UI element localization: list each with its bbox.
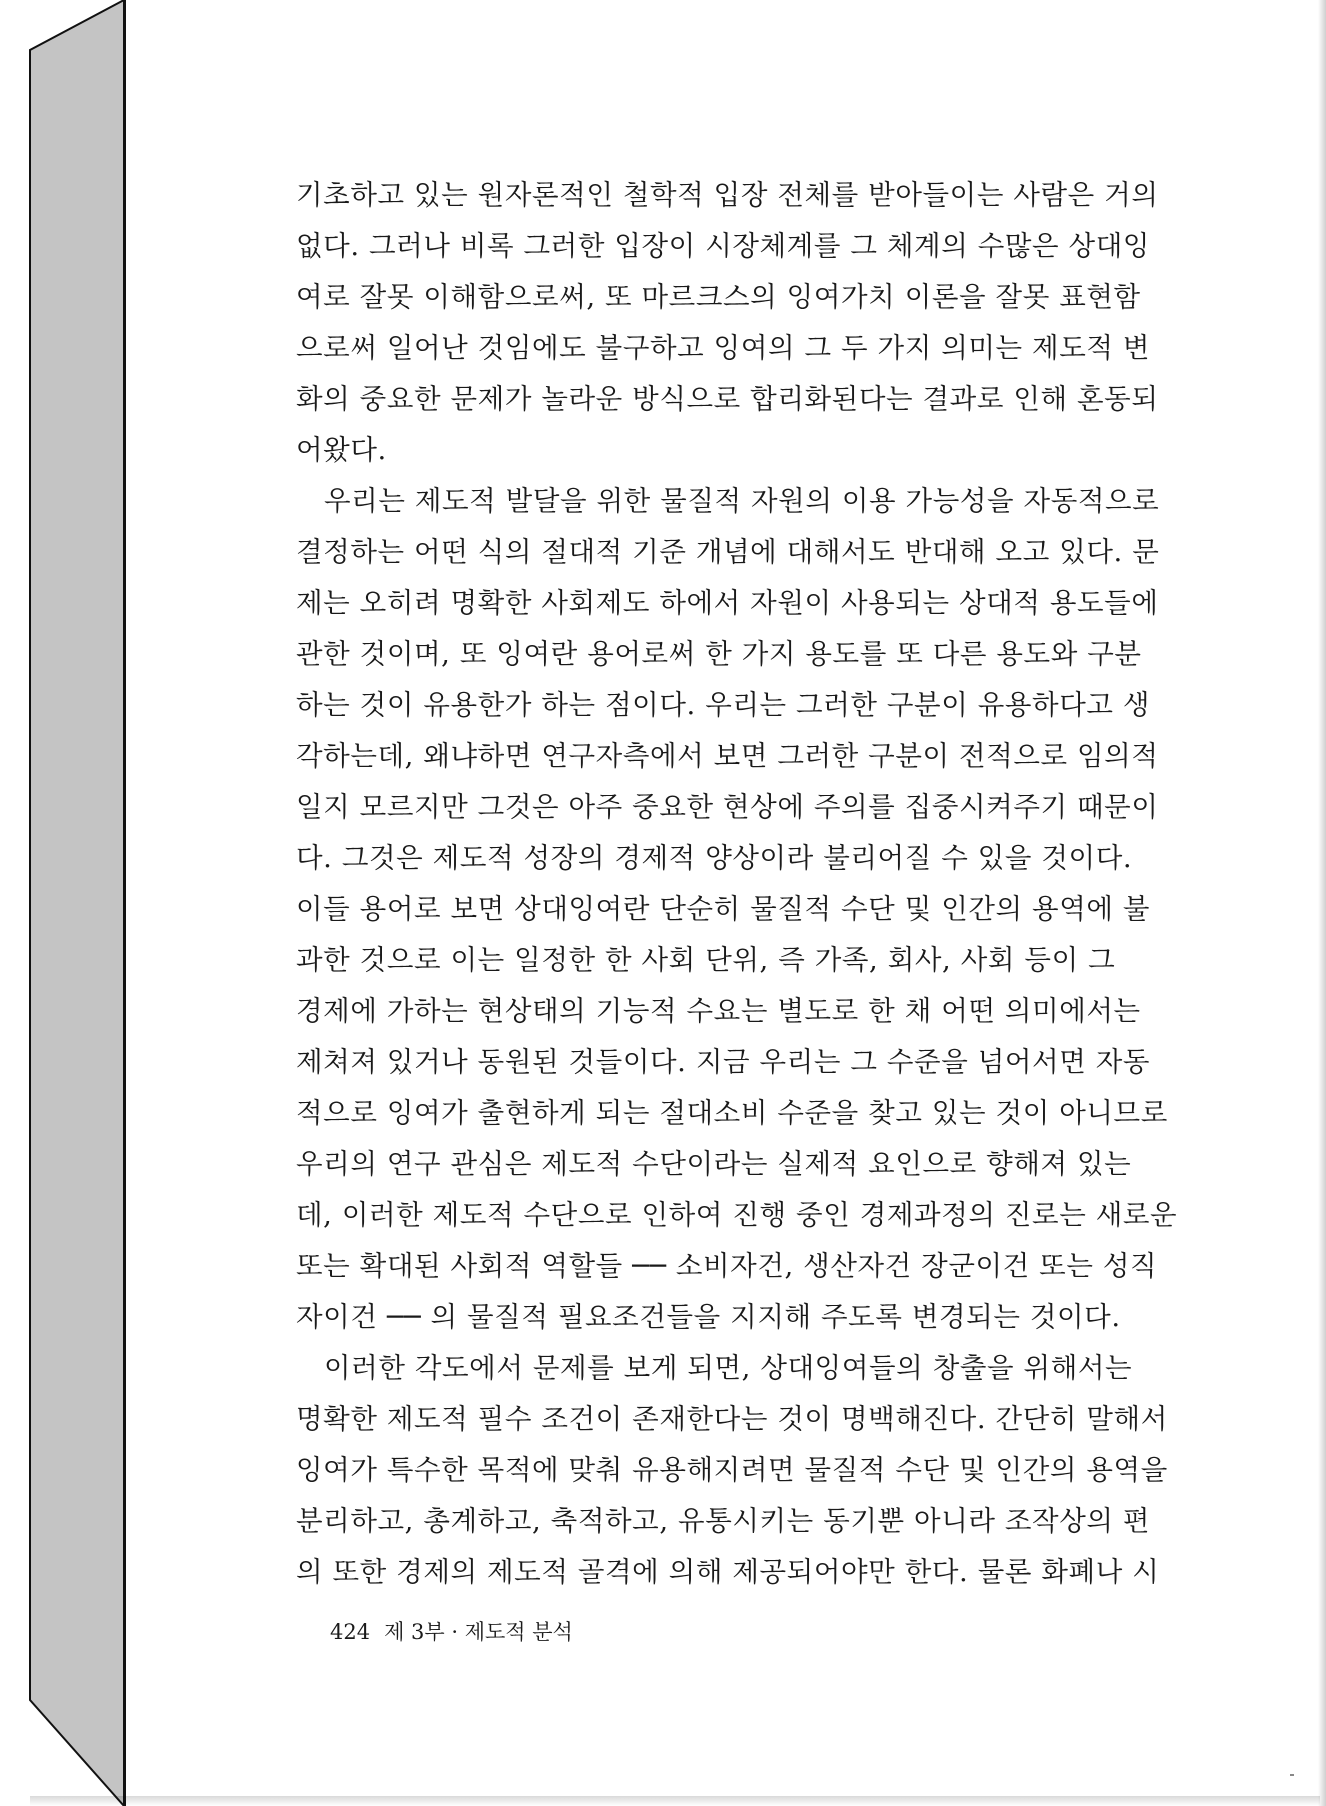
text-line: 일지 모르지만 그것은 아주 중요한 현상에 주의를 집중시켜주기 때문이 bbox=[296, 791, 1159, 823]
text-line: 하는 것이 유용한가 하는 점이다. 우리는 그러한 구분이 유용하다고 생 bbox=[296, 689, 1151, 721]
book-spine bbox=[0, 0, 130, 1806]
text-line: 의 또한 경제의 제도적 골격에 의해 제공되어야만 한다. 물론 화폐나 시 bbox=[296, 1556, 1160, 1588]
page-number: 424 bbox=[330, 1620, 371, 1644]
text-line: 자이건 ── 의 물질적 필요조건들을 지지해 주도록 변경되는 것이다. bbox=[296, 1301, 1121, 1333]
corner-mark bbox=[1290, 1774, 1294, 1776]
paragraph-2 bbox=[296, 476, 1182, 1343]
page-left-edge bbox=[124, 0, 126, 1806]
text-line: 분리하고, 총계하고, 축적하고, 유통시키는 동기뿐 아니라 조작상의 편 bbox=[296, 1505, 1151, 1537]
paragraph-3 bbox=[296, 1343, 1182, 1598]
page-bottom-shadow bbox=[30, 1796, 1320, 1806]
text-line: 기초하고 있는 원자론적인 철학적 입장 전체를 받아들이는 사람은 거의 bbox=[296, 179, 1159, 211]
text-line: 데, 이러한 제도적 수단으로 인하여 진행 중인 경제과정의 진로는 새로운 bbox=[296, 1199, 1178, 1231]
page-footer bbox=[330, 1616, 587, 1646]
text-line: 우리의 연구 관심은 제도적 수단이라는 실제적 요인으로 향해져 있는 bbox=[296, 1148, 1132, 1180]
page-right-edge bbox=[1318, 0, 1326, 1806]
paragraph-1 bbox=[296, 170, 1182, 476]
text-line: 경제에 가하는 현상태의 기능적 수요는 별도로 한 채 어떤 의미에서는 bbox=[296, 995, 1141, 1027]
text-line: 으로써 일어난 것임에도 불구하고 잉여의 그 두 가지 의미는 제도적 변 bbox=[296, 332, 1151, 364]
text-line: 이들 용어로 보면 상대잉여란 단순히 물질적 수단 및 인간의 용역에 불 bbox=[296, 893, 1151, 925]
text-line: 각하는데, 왜냐하면 연구자측에서 보면 그러한 구분이 전적으로 임의적 bbox=[296, 740, 1159, 772]
text-line: 잉여가 특수한 목적에 맞춰 유용해지려면 물질적 수단 및 인간의 용역을 bbox=[296, 1454, 1168, 1486]
text-line: 과한 것으로 이는 일정한 한 사회 단위, 즉 가족, 회사, 사회 등이 그 bbox=[296, 944, 1116, 976]
text-line: 관한 것이며, 또 잉여란 용어로써 한 가지 용도를 또 다른 용도와 구분 bbox=[296, 638, 1142, 670]
text-line: 여로 잘못 이해함으로써, 또 마르크스의 잉여가치 이론을 잘못 표현함 bbox=[296, 281, 1141, 313]
text-line: 화의 중요한 문제가 놀라운 방식으로 합리화된다는 결과로 인해 혼동되 bbox=[296, 383, 1159, 415]
text-line: 없다. 그러나 비록 그러한 입장이 시장체계를 그 체계의 수많은 상대잉 bbox=[296, 230, 1151, 262]
text-line: 적으로 잉여가 출현하게 되는 절대소비 수준을 찾고 있는 것이 아니므로 bbox=[296, 1097, 1168, 1129]
text-line: 제쳐져 있거나 동원된 것들이다. 지금 우리는 그 수준을 넘어서면 자동 bbox=[296, 1046, 1151, 1078]
text-line: 우리는 제도적 발달을 위한 물질적 자원의 이용 가능성을 자동적으로 bbox=[324, 485, 1160, 517]
section-title: 제 3부 · 제도적 분석 bbox=[384, 1620, 573, 1644]
text-line: 또는 확대된 사회적 역할들 ── 소비자건, 생산자건 장군이건 또는 성직 bbox=[296, 1250, 1158, 1282]
text-line: 어왔다. bbox=[296, 434, 387, 466]
text-line: 명확한 제도적 필수 조건이 존재한다는 것이 명백해진다. 간단히 말해서 bbox=[296, 1403, 1168, 1435]
body-text bbox=[296, 170, 1182, 1598]
text-line: 이러한 각도에서 문제를 보게 되면, 상대잉여들의 창출을 위해서는 bbox=[324, 1352, 1133, 1384]
text-line: 다. 그것은 제도적 성장의 경제적 양상이라 불리어질 수 있을 것이다. bbox=[296, 842, 1133, 874]
text-line: 결정하는 어떤 식의 절대적 기준 개념에 대해서도 반대해 오고 있다. 문 bbox=[296, 536, 1160, 568]
text-line: 제는 오히려 명확한 사회제도 하에서 자원이 사용되는 상대적 용도들에 bbox=[296, 587, 1159, 619]
